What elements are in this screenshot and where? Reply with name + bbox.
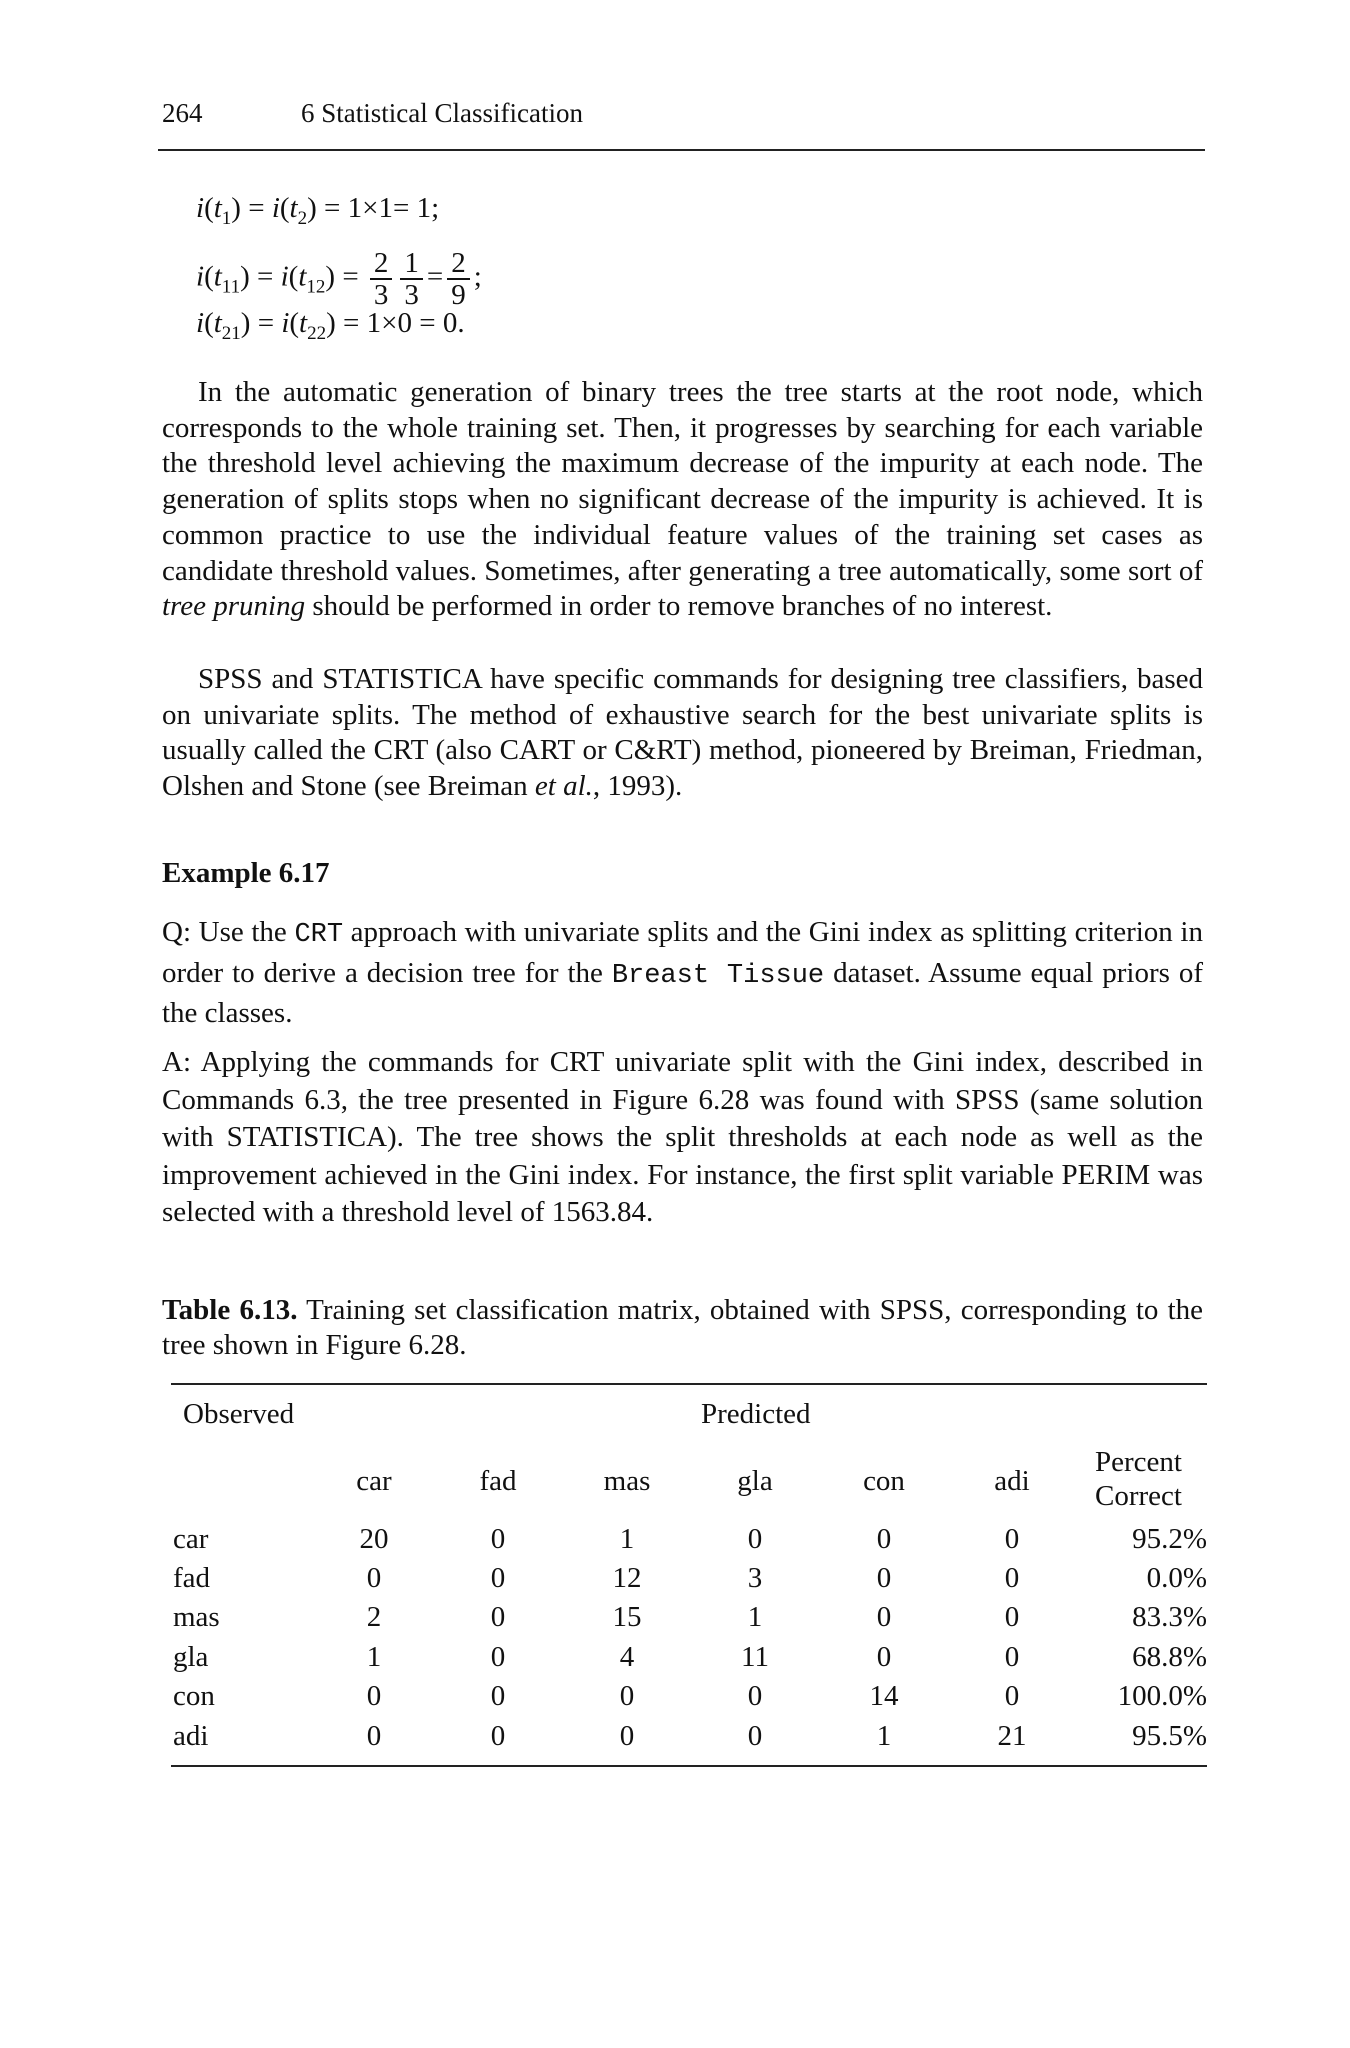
page-number: 264 xyxy=(162,98,203,128)
table-cell: 0 xyxy=(876,1601,892,1633)
table-cell: 1 xyxy=(366,1641,382,1673)
table-cell: 21 xyxy=(997,1720,1027,1752)
table-cell: 0 xyxy=(619,1720,635,1752)
table-cell: 0 xyxy=(490,1641,506,1673)
header-rule xyxy=(158,149,1205,151)
percent-correct-cell: 68.8% xyxy=(1132,1641,1207,1673)
table-cell: 15 xyxy=(612,1601,642,1633)
code-crt: CRT xyxy=(294,920,344,950)
chapter-title: 6 Statistical Classification xyxy=(301,98,583,128)
table-cell: 0 xyxy=(876,1523,892,1555)
column-header: car xyxy=(356,1465,392,1497)
percent-correct-header: Percent Correct xyxy=(1095,1446,1182,1512)
percent-correct-cell: 95.5% xyxy=(1132,1720,1207,1752)
column-header: adi xyxy=(994,1465,1030,1497)
row-label: con xyxy=(173,1680,215,1712)
table-cell: 4 xyxy=(619,1641,635,1673)
emphasis-et-al: et al. xyxy=(534,770,593,803)
equation-2: $i(t_{11}) = i(t_{12})$ = $\frac{2}{3}$ $\frac{1}{3}$ = $\frac{2}{9}$ ; xyxy=(196,247,482,311)
table-cell: 0 xyxy=(1004,1523,1020,1555)
table-cell: 1 xyxy=(876,1720,892,1752)
row-label: car xyxy=(173,1523,209,1555)
predicted-label: Predicted xyxy=(701,1398,811,1430)
table-cell: 1 xyxy=(619,1523,635,1555)
table-cell: 0 xyxy=(747,1523,763,1555)
table-cell: 3 xyxy=(747,1562,763,1594)
table-cell: 0 xyxy=(490,1562,506,1594)
fraction-2-9: $\frac{2}{9}$ xyxy=(447,248,470,310)
emphasis-tree-pruning: tree pruning xyxy=(162,590,306,623)
table-cell: 12 xyxy=(612,1562,642,1594)
table-caption-label: Table 6.13. xyxy=(162,1294,298,1326)
table-cell: 0 xyxy=(1004,1641,1020,1673)
table-caption: Table 6.13. Training set classification matrix, obtained with SPSS, corresponding to the tree shown in Figure 6.28. xyxy=(162,1294,1203,1361)
table-cell: 0 xyxy=(490,1720,506,1752)
table-cell: 0 xyxy=(490,1601,506,1633)
column-header: fad xyxy=(479,1465,517,1497)
column-header: mas xyxy=(603,1465,651,1497)
table-top-rule xyxy=(171,1383,1207,1385)
fraction-2-3: $\frac{2}{3}$ xyxy=(370,248,393,310)
table-cell: 0 xyxy=(619,1680,635,1712)
table-cell: 20 xyxy=(359,1523,389,1555)
table-bottom-rule xyxy=(171,1765,1207,1767)
table-cell: 0 xyxy=(366,1680,382,1712)
percent-correct-cell: 0.0% xyxy=(1146,1562,1207,1594)
column-header: gla xyxy=(737,1465,773,1497)
column-header: con xyxy=(863,1465,905,1497)
row-label: mas xyxy=(173,1601,220,1633)
table-cell: 0 xyxy=(366,1720,382,1752)
table-cell: 0 xyxy=(747,1720,763,1752)
observed-label: Observed xyxy=(183,1398,295,1430)
percent-correct-cell: 100.0% xyxy=(1117,1680,1207,1712)
table-cell: 11 xyxy=(741,1641,769,1673)
table-cell: 0 xyxy=(876,1641,892,1673)
table-cell: 0 xyxy=(490,1523,506,1555)
table-cell: 0 xyxy=(876,1562,892,1594)
table-cell: 0 xyxy=(747,1680,763,1712)
fraction-1-3: $\frac{1}{3}$ xyxy=(400,248,423,310)
percent-correct-cell: 95.2% xyxy=(1132,1523,1207,1555)
example-question: Q: Use the CRT approach with univariate splits and the Gini index as splitting criterion in order to derive a decision tree for the Breast Tissue dataset. Assume equal priors of the classes. xyxy=(162,916,1203,1029)
table-cell: 0 xyxy=(1004,1680,1020,1712)
equation-3: $i(t_{21}) = i(t_{22}) = 1\times 0 = 0$. xyxy=(196,307,465,344)
paragraph-spss-statistica: SPSS and STATISTICA have specific commands for designing tree classifiers, based on univariate splits. The method of exhaustive search for the best univariate splits is usually called the CRT (also CART or C&RT) method, pioneered by Breiman, Friedman, Olshen and Stone (see Breiman et al., 1993). xyxy=(162,663,1203,803)
example-answer: A: Applying the commands for CRT univariate split with the Gini index, described in Commands 6.3, the tree presented in Figure 6.28 was found with SPSS (same solution with STATISTICA). The tree shows the split thresholds at each node as well as the improvement achieved in the Gini index. For instance, the first split variable PERIM was selected with a threshold level of 1563.84. xyxy=(162,1046,1203,1228)
table-cell: 0 xyxy=(1004,1562,1020,1594)
table-cell: 1 xyxy=(747,1601,763,1633)
table-cell: 0 xyxy=(366,1562,382,1594)
paragraph-tree-generation: In the automatic generation of binary trees the tree starts at the root node, which corresponds to the whole training set. Then, it progresses by searching for each variable the threshold level achieving the maximum decrease of the impurity at each node. The generation of splits stops when no significant decrease of the impurity is achieved. It is common practice to use the individual feature values of the training set cases as candidate threshold values. Sometimes, after generating a tree automatically, some sort of tree pruning should be performed in order to remove branches of no interest. xyxy=(162,376,1203,623)
equation-1: $i(t_1) = i(t_2) = 1\times 1= 1$; xyxy=(196,192,440,229)
table-cell: 0 xyxy=(490,1680,506,1712)
row-label: gla xyxy=(173,1641,209,1673)
table-cell: 0 xyxy=(1004,1601,1020,1633)
example-title: Example 6.17 xyxy=(162,857,330,889)
row-label: adi xyxy=(173,1720,209,1752)
table-cell: 2 xyxy=(366,1601,382,1633)
code-breast-tissue: Breast Tissue xyxy=(611,960,825,991)
table-cell: 14 xyxy=(869,1680,899,1712)
percent-correct-cell: 83.3% xyxy=(1132,1601,1207,1633)
row-label: fad xyxy=(173,1562,211,1594)
